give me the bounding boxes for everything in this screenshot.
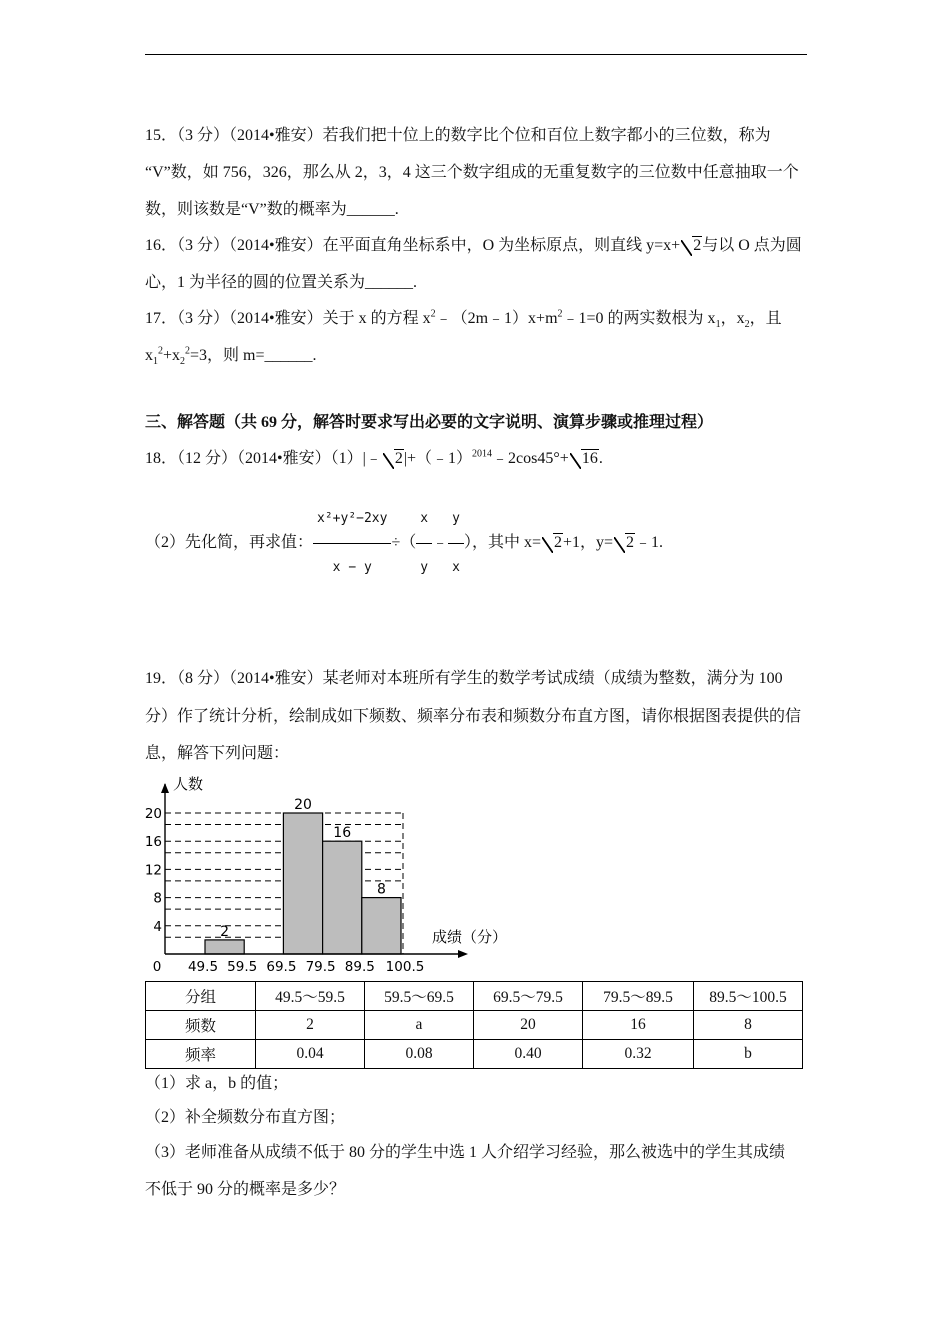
x-tick-label: 49.5	[187, 959, 219, 975]
table-cell: 0.08	[365, 1040, 474, 1069]
x-tick-label: 100.5	[385, 959, 425, 975]
q17-e: ，且	[749, 310, 782, 327]
table-cell: 20	[474, 1011, 583, 1040]
bar-data-label: 16	[333, 825, 352, 842]
q18-p1-b: |+（﹣1）	[403, 450, 473, 467]
q19-line-3: 息，解答下列问题：	[145, 745, 290, 762]
fraction-3-denominator: x	[452, 560, 460, 575]
q19-line-2: 分）作了统计分析，绘制成如下频数、频率分布表和频数分布直方图，请你根据图表提供的信	[145, 708, 802, 725]
table-row	[146, 1040, 803, 1069]
q18-p1-radicand-2: 16	[581, 450, 598, 467]
q18-p2-c: +1，y=	[562, 534, 614, 552]
q19-sub-1: （1）求 a，b 的值；	[145, 1075, 289, 1092]
y-axis-label: 人数	[173, 775, 204, 793]
q17-g: +x	[163, 347, 181, 364]
q17-line-1	[145, 309, 782, 329]
q18-p1-end: .	[598, 450, 603, 467]
sqrt-symbol	[681, 236, 702, 256]
histogram-bar	[323, 841, 362, 954]
q16-radicand: 2	[693, 237, 702, 254]
y-axis-arrow	[161, 783, 169, 793]
y-tick-label: 20	[144, 806, 162, 822]
q16-text-b: 与以 O 点为圆	[702, 237, 802, 254]
table-cell: 0.32	[583, 1040, 694, 1069]
q17-sub-2: 2	[744, 319, 750, 331]
bar-data-label: 20	[294, 797, 312, 813]
table-cell: 8	[694, 1011, 803, 1040]
sqrt-symbol	[383, 449, 404, 469]
q17-sub-1: 1	[715, 319, 721, 331]
q19-sub-3: （3）老师准备从成绩不低于 80 分的学生中选 1 人介绍学习经验，那么被选中的学生其成绩	[145, 1144, 786, 1161]
table-cell: 16	[583, 1011, 694, 1040]
table-cell: 0.04	[256, 1040, 365, 1069]
q17-a: 17．（3 分）（2014•雅安）关于 x 的方程 x	[145, 310, 431, 327]
fraction-3	[448, 497, 464, 590]
x-tick-label: 79.5	[305, 959, 336, 975]
table-cell: 49.5～59.5	[256, 982, 365, 1011]
table-cell: b	[694, 1040, 803, 1069]
y-tick-label: 12	[144, 862, 162, 879]
q16-line-1	[145, 236, 802, 256]
q17-exp-4: 2	[185, 345, 191, 357]
q17-sub-4: 2	[180, 356, 186, 368]
q17-c: ﹣1=0 的两实数根为 x	[562, 310, 716, 327]
histogram-bar	[362, 898, 401, 954]
table-cell: 2	[256, 1011, 365, 1040]
y-tick-label: 4	[153, 918, 162, 935]
section-3-heading: 三、解答题（共 69 分，解答时要求写出必要的文字说明、演算步骤或推理过程）	[145, 414, 714, 431]
fraction-1-numerator: x²+y²−2xy	[313, 497, 391, 544]
q17-exp-1: 2	[430, 308, 436, 320]
q18-part-2	[145, 497, 664, 575]
bar-data-label: 2	[220, 923, 230, 940]
table-row-header: 频数	[146, 1011, 256, 1040]
frequency-table	[145, 981, 803, 1069]
q18-p1-exponent: 2014	[472, 448, 493, 460]
q17-f: x	[145, 347, 153, 364]
q15-line-1: 15．（3 分）（2014•雅安）若我们把十位上的数字比个位和百位上数字都小的三位数，称为	[145, 127, 771, 144]
q18-div: ÷（	[391, 534, 417, 552]
bar-data-label: 8	[376, 881, 386, 898]
q16-line-2: 心，1 为半径的圆的位置关系为______.	[145, 274, 418, 291]
table-cell: 89.5～100.5	[694, 982, 803, 1011]
q17-sub-3: 1	[153, 356, 158, 368]
sqrt-symbol	[570, 449, 599, 469]
q17-b: ﹣（2m﹣1）x+m	[435, 310, 558, 327]
fraction-3-numerator: y	[448, 497, 464, 544]
q18-minus: ﹣	[432, 534, 449, 552]
fraction-2	[416, 497, 432, 590]
table-cell: 69.5～79.5	[474, 982, 583, 1011]
q15-line-3: 数，则该数是“V”数的概率为______.	[145, 201, 399, 218]
q17-h: =3，则 m=______.	[190, 347, 317, 364]
q18-p2-radicand-1: 2	[553, 534, 562, 552]
q18-p2-a: （2）先化简，再求值：	[145, 534, 314, 552]
q19-line-1: 19．（8 分）（2014•雅安）某老师对本班所有学生的数学考试成绩（成绩为整数，满分为 100	[145, 670, 783, 687]
x-tick-label: 89.5	[344, 959, 375, 975]
table-row	[146, 1011, 803, 1040]
x-tick-label: 69.5	[266, 959, 297, 975]
q18-p1-radicand-1: 2	[394, 450, 403, 467]
q18-p1-c: ﹣2cos45°+	[492, 450, 569, 467]
q18-p2-b: ），其中 x=	[463, 534, 541, 552]
q17-line-2	[145, 346, 317, 366]
table-cell: 79.5～89.5	[583, 982, 694, 1011]
fraction-1	[313, 497, 391, 590]
fraction-1-denominator: x − y	[332, 560, 372, 575]
q18-p2-end: ﹣1.	[635, 534, 664, 552]
q15-line-2: “V”数，如 756，326，那么从 2，3，4 这三个数字组成的无重复数字的三位数中任意抽取一个	[145, 164, 799, 181]
q17-exp-3: 2	[158, 345, 163, 357]
sqrt-symbol	[542, 533, 563, 553]
table-cell: a	[365, 1011, 474, 1040]
header-rule	[145, 54, 807, 55]
table-cell: 59.5～69.5	[365, 982, 474, 1011]
origin-label: 0	[152, 959, 162, 975]
table-cell: 0.40	[474, 1040, 583, 1069]
fraction-2-denominator: y	[420, 560, 429, 575]
q17-exp-2: 2	[557, 308, 563, 320]
q16-text-a: 16．（3 分）（2014•雅安）在平面直角坐标系中，O 为坐标原点，则直线 y=x+	[145, 237, 681, 254]
q18-p1-a: 18．（12 分）（2014•雅安）（1）|﹣	[145, 450, 382, 467]
sqrt-symbol	[614, 533, 635, 553]
table-row-header: 频率	[146, 1040, 256, 1069]
histogram-bar	[205, 940, 244, 954]
table-row-header: 分组	[146, 982, 256, 1011]
x-tick-label: 59.5	[227, 959, 258, 975]
fraction-2-numerator: x	[416, 497, 432, 544]
x-axis-label: 成绩（分）	[432, 928, 508, 946]
table-row	[146, 982, 803, 1011]
y-tick-label: 8	[153, 890, 162, 907]
q19-sub-2: （2）补全频数分布直方图；	[145, 1109, 346, 1126]
q17-d: ，x	[720, 310, 745, 327]
histogram-bar	[283, 813, 322, 954]
q18-p2-radicand-2: 2	[626, 534, 635, 552]
frequency-histogram	[140, 770, 530, 980]
y-tick-label: 16	[144, 834, 162, 851]
q19-sub-4: 不低于 90 分的概率是多少？	[145, 1181, 346, 1198]
x-axis-arrow	[458, 950, 468, 958]
q18-part-1	[145, 449, 603, 469]
